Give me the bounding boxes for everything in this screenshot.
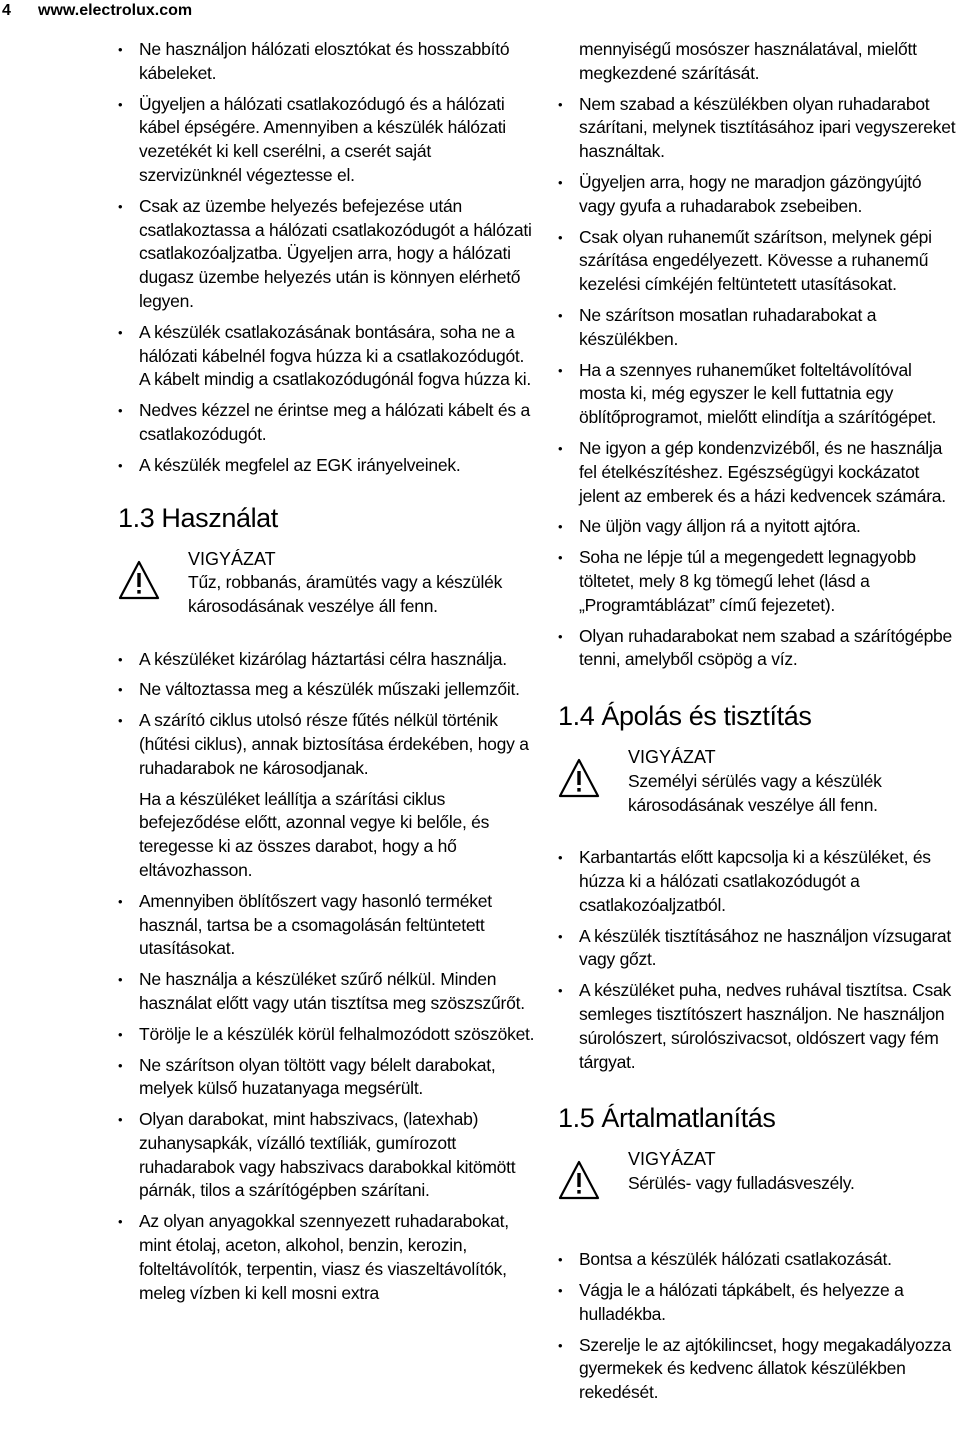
care-list (558, 846, 956, 1074)
warning-triangle-icon (558, 1160, 600, 1200)
list-item: • Karbantartás előtt kapcsolja ki a készüléket, és húzza ki a hálózati csatlakozódugót a csatlakozóaljzatból. (558, 846, 956, 917)
list-item: • A készüléket puha, nedves ruhával tisztítsa. Csak semleges tisztítószert használjon. Ne használjon súrolószert, súrolószivacsot, oldószert vagy fém tárgyat. (558, 979, 956, 1074)
list-item: • Ne üljön vagy álljon rá a nyitott ajtóra. (558, 515, 956, 539)
list-item: • Ügyeljen a hálózati csatlakozódugó és a hálózati kábel épségére. Amennyiben a készülék hálózati vezetékét ki kell cserélni, a cserét saját szervizünknél végeztesse el. (118, 93, 538, 188)
list-item: • Ne használja a készüléket szűrő nélkül. Minden használat előtt vagy után tisztítsa meg szöszszűrőt. (118, 968, 538, 1016)
list-item: • A készülék megfelel az EGK irányelveinek. (118, 454, 538, 478)
usage-list-continued (558, 38, 956, 672)
list-item: • Ne igyon a gép kondenzvizéből, és ne használja fel ételkészítéshez. Egészségügyi kockázatot jelent az emberek és a házi kedvencek számára. (558, 437, 956, 508)
note-paragraph: Ha a készüléket leállítja a szárítási ciklus befejeződése előtt, azonnal vegye ki belőle, és teregesse ki az összes darabot, hogy a hő eltávozhasson. (139, 788, 490, 880)
list-item: • Ne változtassa meg a készülék műszaki jellemzőit. (118, 678, 538, 702)
section-title-care: 1.4 Ápolás és tisztítás (558, 701, 812, 732)
warning-text: Sérülés- vagy fulladásveszély. (628, 1173, 855, 1194)
section-title-usage: 1.3 Használat (118, 502, 278, 533)
list-item: • Olyan darabokat, mint habszivacs, (latexhab) zuhanysapkák, vízálló textíliák, gumírozott ruhadarabok vagy habszivacs darabokkal kitömött párnák, tilos a szárítógépben szárítani. (118, 1108, 538, 1203)
warning-title: VIGYÁZAT (628, 747, 716, 768)
usage-list (118, 648, 538, 1306)
website-link[interactable]: www.electrolux.com (38, 2, 193, 19)
warning-text: Személyi sérülés vagy a készülék károsodásának veszélye áll fenn. (628, 770, 882, 815)
warning-box-care (558, 746, 956, 820)
list-item: • Soha ne lépje túl a megengedett legnagyobb töltetet, mely 8 kg tömegű lehet (lásd a „Programtáblázat” című fejezetet). (558, 546, 956, 617)
list-item: • Csak olyan ruhaneműt szárítson, melynek gépi szárítása engedélyezett. Kövesse a ruhanemű kezelési címkéjén feltüntetett utasításokat. (558, 226, 956, 297)
disposal-list (558, 1248, 956, 1405)
warning-text: Tűz, robbanás, áramütés vagy a készülék károsodásának veszélye áll fenn. (188, 572, 503, 617)
list-item: • Ha a szennyes ruhaneműket folteltávolítóval mosta ki, még egyszer le kell futtatnia egy öblítőprogramot, mielőtt elindítja a szárítógépet. (558, 359, 956, 430)
list-item: • Amennyiben öblítőszert vagy hasonló terméket használ, tartsa be a csomagolásán feltüntetett utasításokat. (118, 890, 538, 961)
right-column (558, 38, 956, 1412)
list-item: • Törölje le a készülék körül felhalmozódott szöszöket. (118, 1023, 538, 1047)
list-item: • A készülék tisztításához ne használjon vízsugarat vagy gőzt. (558, 925, 956, 973)
list-item: • Szerelje le az ajtókilincset, hogy megakadályozza gyermekek és kedvenc állatok készülékben rekedését. (558, 1334, 956, 1405)
warning-box-disposal (558, 1148, 956, 1222)
safety-list-connection (118, 38, 538, 478)
list-item: • Nedves kézzel ne érintse meg a hálózati kábelt és a csatlakozódugót. (118, 399, 538, 447)
list-item: • Csak az üzembe helyezés befejezése után csatlakoztassa a hálózati csatlakozódugót a hálózati csatlakozóaljzatba. Ügyeljen arra, hogy a hálózati dugasz üzembe helyezés után is könnyen elérhető legyen. (118, 195, 538, 314)
list-item: • Ügyeljen arra, hogy ne maradjon gázöngyújtó vagy gyufa a ruhadarabok zsebeiben. (558, 171, 956, 219)
list-item: • A készülék csatlakozásának bontására, soha ne a hálózati kábelnél fogva húzza ki a csatlakozódugót. A kábelt mindig a csatlakozódugónál fogva húzza ki. (118, 321, 538, 392)
list-item: • Ne használjon hálózati elosztókat és hosszabbító kábeleket. (118, 38, 538, 86)
warning-title: VIGYÁZAT (188, 548, 276, 569)
warning-title: VIGYÁZAT (628, 1149, 716, 1170)
page-number: 4 (2, 2, 11, 19)
list-item: • A készüléket kizárólag háztartási célra használja. (118, 648, 538, 672)
warning-triangle-icon (118, 560, 160, 600)
list-item: • Nem szabad a készülékben olyan ruhadarabot szárítani, melynek tisztításához ipari vegyszereket használtak. (558, 93, 956, 164)
list-item: • Az olyan anyagokkal szennyezett ruhadarabokat, mint étolaj, aceton, alkohol, benzin, kerozin, folteltávolítók, terpentin, viasz és viaszeltávolítók, meleg vízben ki kell mosni extra (118, 1210, 538, 1305)
warning-triangle-icon (558, 758, 600, 798)
left-column (118, 38, 538, 1312)
list-item: • Ne szárítson olyan töltött vagy bélelt darabokat, melyek külső huzatanyaga megsérült. (118, 1054, 538, 1102)
section-title-disposal: 1.5 Ártalmatlanítás (558, 1103, 776, 1134)
list-item: • A szárító ciklus utolsó része fűtés nélkül történik (hűtési ciklus), annak biztosítása érdekében, hogy a ruhadarabok ne károsodjanak. (118, 709, 538, 780)
warning-box-usage (118, 548, 538, 622)
list-item: • Ne szárítson mosatlan ruhadarabokat a készülékben. (558, 304, 956, 352)
continued-text: mennyiségű mosószer használatával, mielőtt megkezdené szárítását. (579, 39, 917, 83)
list-item: • Vágja le a hálózati tápkábelt, és helyezze a hulladékba. (558, 1279, 956, 1327)
list-item: • Olyan ruhadarabokat nem szabad a szárítógépbe tenni, amelyből csöpög a víz. (558, 625, 956, 673)
list-item: • Bontsa a készülék hálózati csatlakozását. (558, 1248, 956, 1272)
